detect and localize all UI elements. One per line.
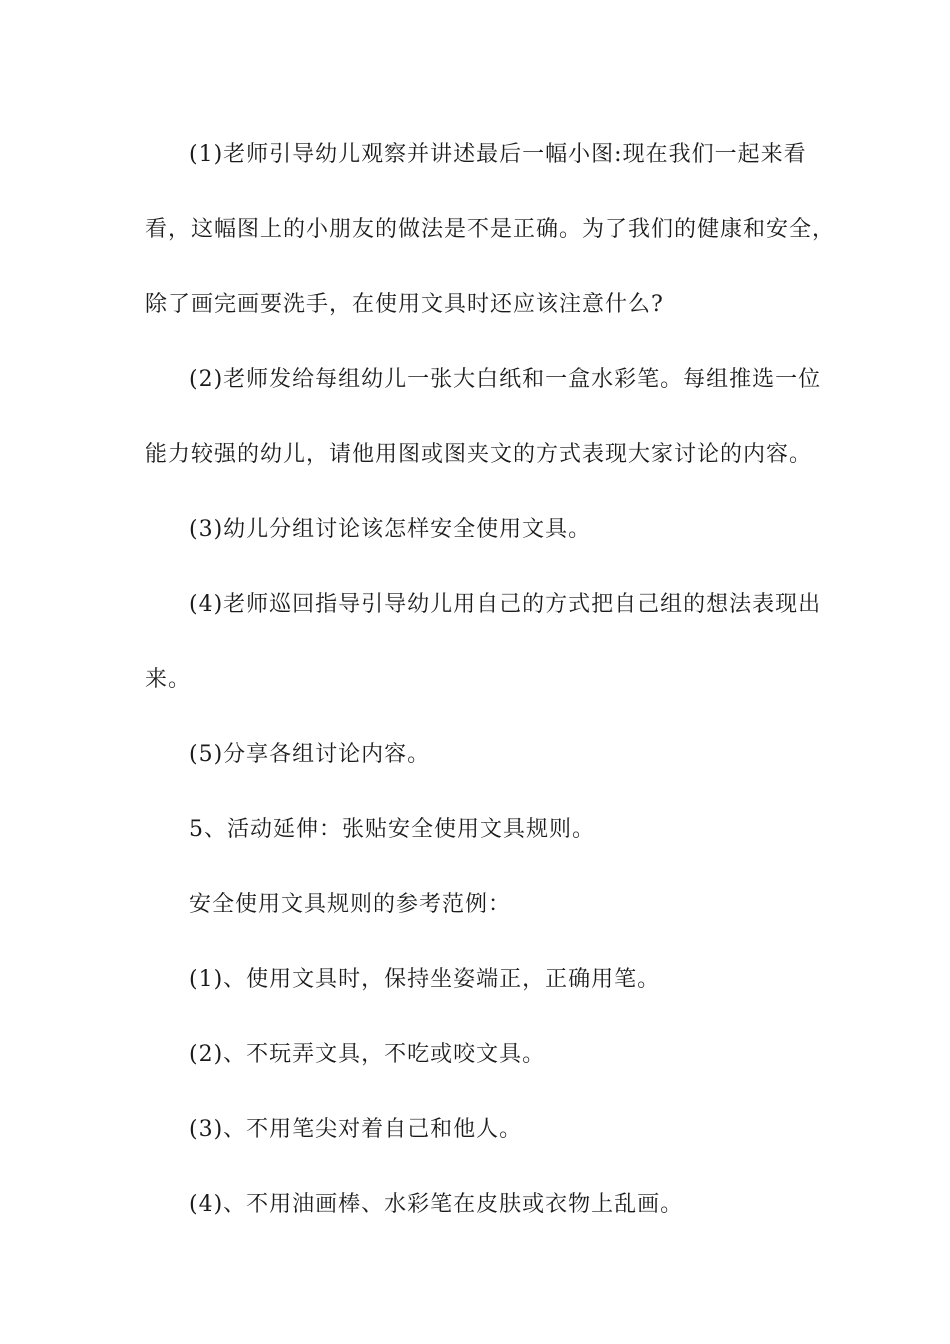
text-line: (3)、不用笔尖对着自己和他人。 bbox=[189, 1117, 523, 1142]
text-line: (1)、使用文具时，保持坐姿端正，正确用笔。 bbox=[189, 967, 661, 992]
text-line: 安全使用文具规则的参考范例： bbox=[189, 892, 512, 917]
text-line: (4)老师巡回指导引导幼儿用自己的方式把自己组的想法表现出 bbox=[189, 592, 822, 617]
text-line: (5)分享各组讨论内容。 bbox=[189, 742, 431, 767]
text-line: 能力较强的幼儿，请他用图或图夹文的方式表现大家讨论的内容。 bbox=[145, 442, 813, 467]
text-line: 来。 bbox=[145, 667, 192, 692]
text-line: (1)老师引导幼儿观察并讲述最后一幅小图:现在我们一起来看 bbox=[189, 142, 807, 167]
text-line: (3)幼儿分组讨论该怎样安全使用文具。 bbox=[189, 517, 592, 542]
text-line: 看，这幅图上的小朋友的做法是不是正确。为了我们的健康和安全， bbox=[145, 217, 836, 242]
text-line: 除了画完画要洗手，在使用文具时还应该注意什么? bbox=[145, 292, 664, 317]
text-line: (2)、不玩弄文具，不吃或咬文具。 bbox=[189, 1042, 546, 1067]
text-line: 5、活动延伸：张贴安全使用文具规则。 bbox=[189, 817, 595, 842]
text-line: (2)老师发给每组幼儿一张大白纸和一盒水彩笔。每组推选一位 bbox=[189, 367, 822, 392]
text-line: (4)、不用油画棒、水彩笔在皮肤或衣物上乱画。 bbox=[189, 1192, 684, 1217]
